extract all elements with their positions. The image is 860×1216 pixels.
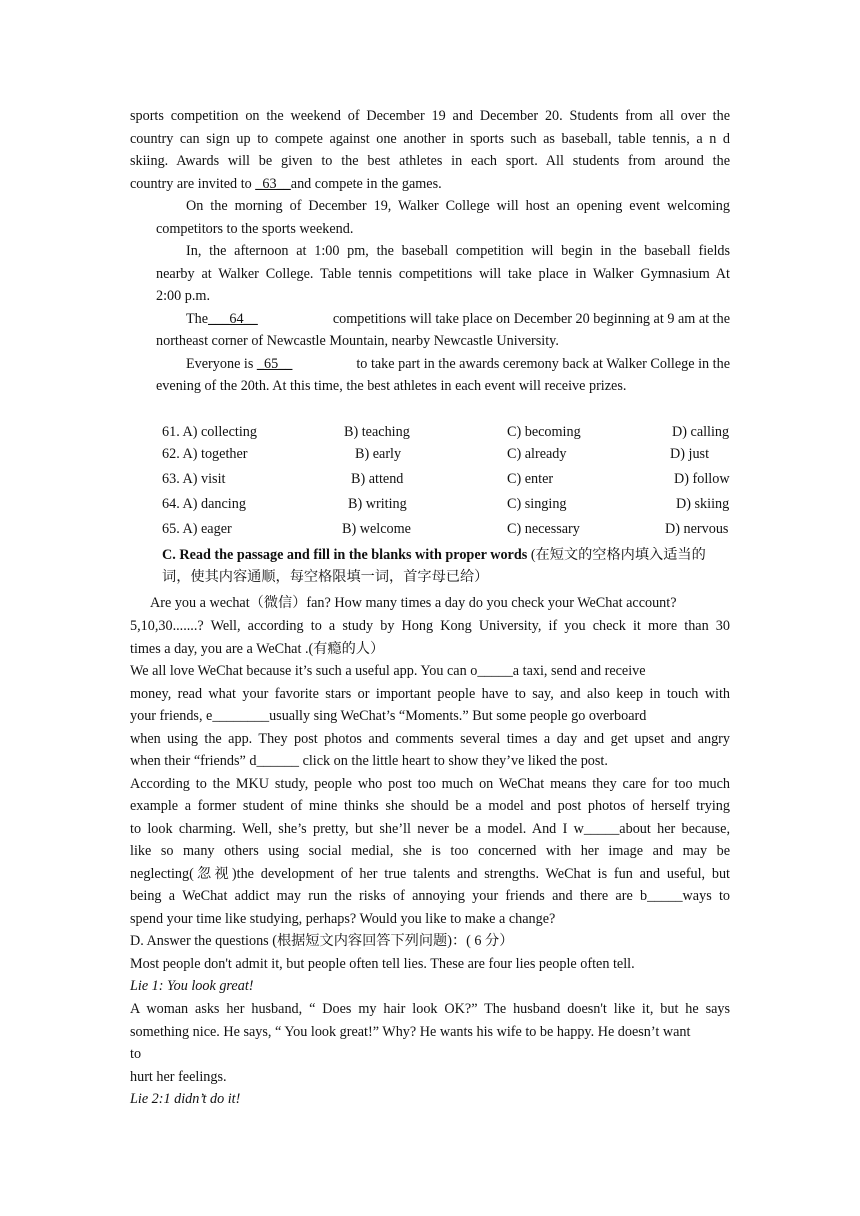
text-line: skiing. Awards will be given to the best athletes in each sport. All students from around the [130,153,730,169]
option-63-a: 63. A) visit [162,471,226,487]
text-line: your friends, e________usually sing WeChat’s “Moments.” But some people go overboard [130,708,647,724]
text-line: 5,10,30.......? Well, according to a study by Hong Kong University, if you check it more than 30 [130,618,730,634]
text-line: 2:00 p.m. [156,288,210,304]
text-line: sports competition on the weekend of December 19 and December 20. Students from all over the [130,108,730,124]
text-line: A woman asks her husband, “ Does my hair look OK?” The husband doesn't like it, but he says [130,1001,730,1017]
text-span: and compete in the games. [290,175,442,192]
text-line: when their “friends” d______ click on the little heart to show they’ve liked the post. [130,753,608,769]
text-line: times a day, you are a WeChat .(有瘾的人） [130,640,385,657]
heading-cn: (在短文的空格内填入适当的 [527,547,706,563]
option-65-b: B) welcome [342,521,411,537]
section-d-heading: D. Answer the questions (根据短文内容回答下列问题)：( 6 分） [130,933,514,949]
text-line: being a WeChat addict may run the risks of annoying your friends and there are b_____ways to [130,888,730,904]
text-line: northeast corner of Newcastle Mountain, nearby Newcastle University. [156,333,559,349]
text-line: country can sign up to compete against one another in sports such as baseball, table tennis, a n d [130,130,730,147]
text-line: spend your time like studying, perhaps? Would you like to make a change? [130,910,556,927]
text-line [130,173,730,196]
text-line: evening of the 20th. At this time, the best athletes in each event will receive prizes. [156,378,627,394]
blank-64: ___64__ [208,310,258,327]
text-line: hurt her feelings. [130,1068,227,1085]
text-line: Are you a wechat（微信）fan? How many times a day do you check your WeChat account? [150,595,677,611]
text-line: something nice. He says, “ You look great!” Why? He wants his wife to be happy. He doesn’t want [130,1023,691,1040]
option-62-d: D) just [670,446,710,462]
text-line: to look charming. Well, she’s pretty, but she’ll never be a model. And I w_____about her because, [130,820,730,837]
text-span: Everyone is [186,355,257,372]
option-65-a: 65. A) eager [162,521,232,537]
text-line: competitors to the sports weekend. [156,220,354,237]
option-64-b: B) writing [348,496,407,512]
option-63-b: B) attend [351,471,404,487]
text-line [186,308,730,331]
text-line: money, read what your favorite stars or important people have to say, and also keep in touch with [130,685,730,702]
option-62-a: 62. A) together [162,446,248,462]
text-line: neglecting(忽视)the development of her true talents and strengths. WeChat is fun and useful, but [130,865,730,882]
option-64-a: 64. A) dancing [162,496,246,512]
option-61-d: D) calling [672,424,730,440]
text-span: to take part in the awards ceremony back at Walker College in the [356,355,730,372]
blank-63: _63__ [255,175,291,192]
lie-2-heading: Lie 2:1 didn’t do it! [130,1091,241,1107]
option-65-c: C) necessary [507,521,580,537]
heading-bold: C. Read the passage and fill in the blanks with proper words [162,547,528,563]
blank-65: _65__ [256,355,293,372]
text-span: competitions will take place on December 20 beginning at 9 am at the [332,310,730,327]
text-span: The [186,310,209,327]
text-line: We all love WeChat because it’s such a useful app. You can o_____a taxi, send and receive [130,663,646,679]
text-line: like so many others using social medial, she is too concerned with her image and may be [130,843,730,859]
text-line: In, the afternoon at 1:00 pm, the baseball competition will begin in the baseball fields [186,243,730,259]
text-line: when using the app. They post photos and comments several times a day and get upset and angry [130,730,730,747]
option-63-c: C) enter [507,471,554,487]
text-line: example a former student of mine thinks she should be a model and post photos of herself trying [130,798,730,814]
text-span: country are invited to [130,175,256,192]
text-line: On the morning of December 19, Walker College will host an opening event welcoming [186,198,730,214]
text-line: According to the MKU study, people who post too much on WeChat means they care for too much [130,775,730,792]
option-63-d: D) follow [674,471,730,487]
option-62-b: B) early [355,446,402,462]
section-c-heading-line2: 词，使其内容通顺，每空格限填一词，首字母已给） [162,569,489,585]
option-61-c: C) becoming [507,424,581,440]
text-line: Most people don't admit it, but people often tell lies. These are four lies people often tell. [130,955,635,972]
text-line [186,353,730,376]
option-62-c: C) already [507,446,567,462]
option-61-a: 61. A) collecting [162,424,257,440]
section-c-heading [162,544,752,567]
option-61-b: B) teaching [344,424,410,440]
option-65-d: D) nervous [665,521,729,537]
lie-1-heading: Lie 1: You look great! [130,978,254,994]
option-64-d: D) skiing [676,496,730,512]
text-line: nearby at Walker College. Table tennis competitions will take place in Walker Gymnasium At [156,265,730,282]
text-line: to [130,1046,142,1062]
option-64-c: C) singing [507,496,567,512]
